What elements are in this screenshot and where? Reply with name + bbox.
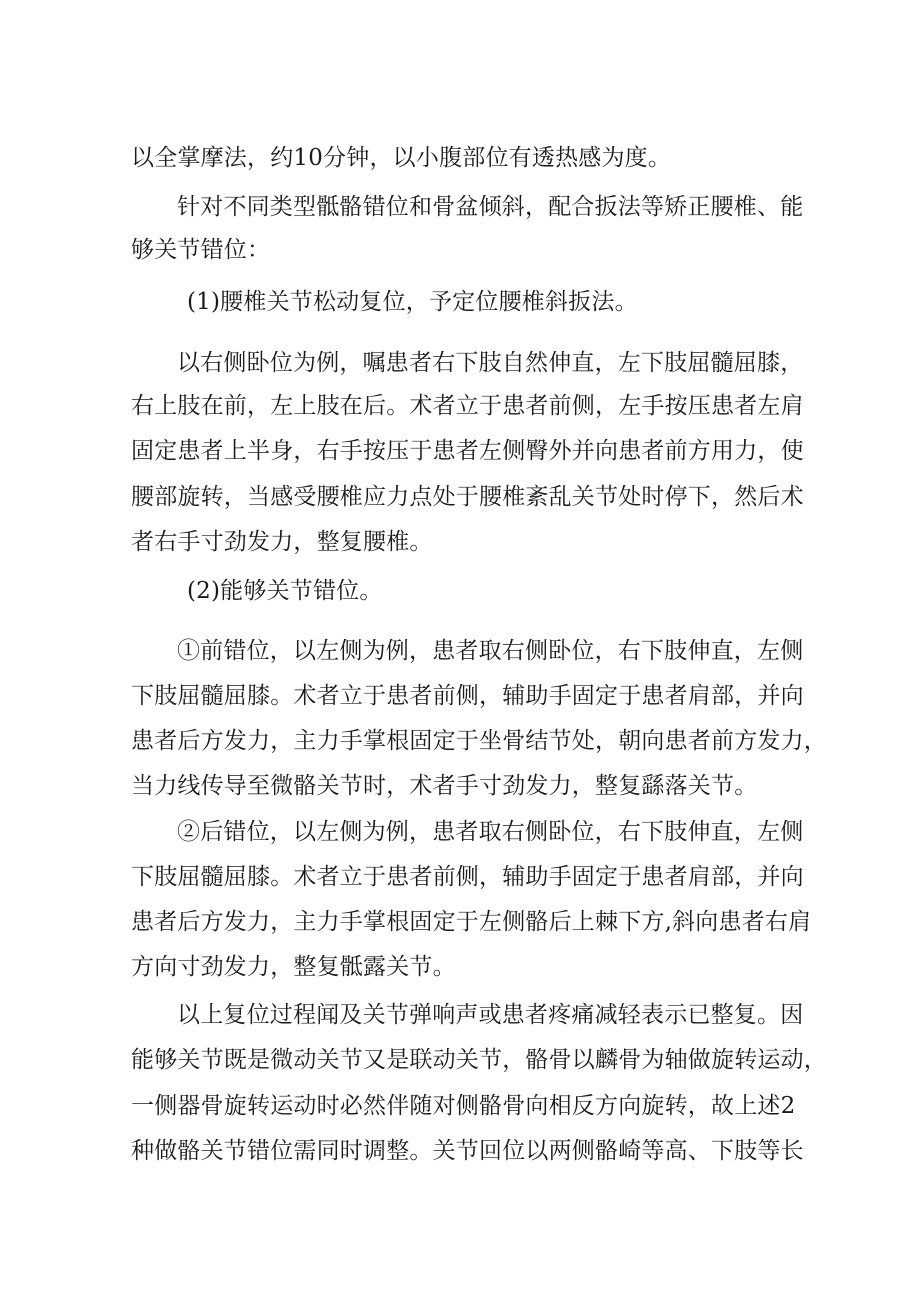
text-line-16: 下肢屈髓屈膝。术者立于患者前侧，辅助手固定于患者肩部，并向	[131, 864, 804, 890]
text-line-19: 以上复位过程闻及关节弹响声或患者疼痛减轻表示已整复。因	[177, 1002, 804, 1028]
text-line-12: 下肢屈髓屈膝。术者立于患者前侧，辅助手固定于患者肩部，并向	[131, 683, 804, 709]
text-line-21: 一侧器骨旋转运动时必然伴随对侧骼骨向相反方向旋转，故上述2	[131, 1093, 796, 1119]
text-line-1: 以全掌摩法，约10分钟，以小腹部位有透热感为度。	[131, 145, 672, 171]
text-line-22: 种做骼关节错位需同时调整。关节回位以两侧骼崎等高、下肢等长	[131, 1138, 804, 1164]
text-line-4: (1)腰椎关节松动复位，予定位腰椎斜扳法。	[187, 289, 638, 315]
text-line-5: 以右侧卧位为例，嘱患者右下肢自然伸直，左下肢屈髓屈膝，	[177, 350, 804, 376]
text-line-20: 能够关节既是微动关节又是联动关节，骼骨以麟骨为轴做旋转运动，	[131, 1047, 827, 1073]
text-line-17: 患者后方发力，主力手掌根固定于左侧骼后上棘下方,斜向患者右肩	[131, 909, 812, 935]
text-line-9: 者右手寸劲发力，整复腰椎。	[131, 529, 433, 555]
text-line-15: ②后错位，以左侧为例，患者取右侧卧位，右下肢伸直，左侧	[177, 819, 804, 845]
text-line-8: 腰部旋转，当感受腰椎应力点处于腰椎紊乱关节处时停下，然后术	[131, 484, 804, 510]
text-line-18: 方向寸劲发力，整复骶露关节。	[131, 954, 456, 980]
text-line-3: 够关节错位：	[131, 237, 271, 263]
text-line-2: 针对不同类型骶骼错位和骨盆倾斜，配合扳法等矫正腰椎、能	[177, 194, 804, 220]
text-line-7: 固定患者上半身，右手按压于患者左侧臀外并向患者前方用力，使	[131, 438, 804, 464]
text-line-14: 当力线传导至微骼关节时，术者手寸劲发力，整复繇落关节。	[131, 773, 758, 799]
text-line-6: 右上肢在前，左上肢在后。术者立于患者前侧，左手按压患者左肩	[131, 393, 804, 419]
text-line-10: (2)能够关节错位。	[187, 578, 383, 604]
text-line-13: 患者后方发力，主力手掌根固定于坐骨结节处，朝向患者前方发力，	[131, 728, 827, 754]
text-line-11: ①前错位，以左侧为例，患者取右侧卧位，右下肢伸直，左侧	[177, 638, 804, 664]
